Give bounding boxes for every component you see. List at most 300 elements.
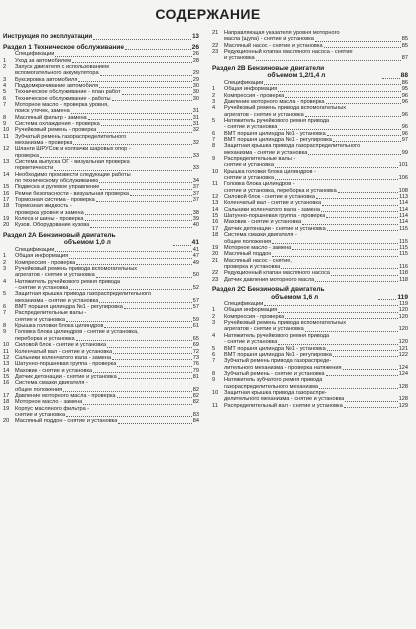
entry-number: 3	[212, 320, 216, 327]
page-number: 96	[401, 98, 408, 105]
dot-leader	[73, 144, 191, 145]
section-heading-continued	[212, 72, 408, 80]
entry-title: Защитная крышка привода газораспре-	[224, 389, 327, 396]
page-number: 124	[398, 364, 408, 371]
page-number: 37	[192, 197, 199, 204]
entry-number: 8	[3, 114, 7, 121]
dot-leader	[264, 84, 400, 85]
entry-title: Система смазки двигателя -	[15, 380, 88, 387]
entry-title: Компрессия - проверка	[224, 92, 285, 99]
dot-leader	[101, 125, 192, 126]
entry-title: Сальники коленчатого вала - замена	[15, 354, 111, 361]
page-number: 33	[192, 165, 199, 172]
page-number: 38	[192, 209, 199, 216]
entry-title: по техническому обслуживанию	[15, 178, 99, 185]
dot-leader	[285, 97, 401, 98]
page-number: 87	[401, 55, 408, 62]
entry-number: 15	[212, 213, 219, 220]
dot-leader	[264, 305, 398, 306]
entry-title: Редукционный клапан масляного насоса	[224, 270, 330, 277]
entry-title: Моторное масло - замена	[15, 399, 83, 406]
entry-number: 4	[3, 82, 7, 89]
dot-leader	[100, 75, 192, 76]
entry-title: Шланги ШРУСов и колпачки шаровых опор -	[15, 146, 131, 153]
entry-number: 1	[3, 57, 7, 64]
dot-leader	[322, 205, 398, 206]
entry-number: 4	[212, 105, 216, 112]
entry-title: Буксировка автомобиля	[15, 76, 78, 83]
page-number: 31	[192, 114, 199, 121]
dot-leader	[327, 230, 398, 231]
dot-leader	[63, 391, 192, 392]
toc-entry	[212, 403, 408, 409]
dot-leader	[278, 312, 397, 313]
entry-title: Общая информация	[224, 307, 278, 314]
entry-title: - снятие и установка	[224, 339, 278, 346]
page-number: 50	[192, 272, 199, 279]
entry-number: 18	[212, 232, 219, 239]
page-number: 34	[192, 178, 199, 185]
dot-leader	[275, 167, 398, 168]
entry-number: 19	[3, 216, 10, 223]
page-number: 120	[398, 339, 408, 346]
dot-leader	[83, 404, 191, 405]
entry-title: Натяжитель ручейкового ремня привода	[224, 117, 330, 124]
page-number: 81	[192, 373, 199, 380]
entry-title: Корпус масляного фильтра -	[15, 405, 90, 412]
entry-title: Натяжитель зубчатого ремня привода	[224, 377, 323, 384]
page-number: 114	[399, 206, 408, 213]
entry-number: 11	[3, 133, 9, 140]
dot-leader	[315, 281, 398, 282]
entry-title: механизма - снятие и установка	[15, 297, 99, 304]
section-heading	[3, 33, 199, 41]
dot-leader	[76, 264, 192, 265]
entry-title: проверка уровня и замена	[15, 209, 84, 216]
page-number: 121	[398, 345, 408, 352]
entry-title: Натяжитель ручейкового ремня привода	[15, 278, 121, 285]
page-number: 114	[399, 219, 408, 226]
page-number: 115	[399, 238, 408, 245]
dot-leader	[285, 318, 397, 319]
entry-title: снятие и установка	[224, 175, 274, 182]
entry-title: Силовой блок - снятие и установка	[15, 342, 107, 349]
entry-title: механизма - снятие и установка	[224, 149, 308, 156]
entry-title: ВМТ поршня цилиндра №1 - установка	[224, 345, 326, 352]
dot-leader	[124, 308, 192, 309]
page-number: 30	[192, 95, 199, 102]
page-number: 52	[192, 285, 199, 292]
page-number: 96	[401, 111, 408, 118]
entry-number: 7	[3, 310, 7, 317]
entry-number: 10	[212, 168, 219, 175]
page-number: 128	[398, 396, 408, 403]
page-number: 85	[401, 36, 408, 43]
page-number: 57	[192, 297, 199, 304]
entry-title: Ручейковый ремень привода вспомогательных	[224, 105, 347, 112]
page-number: 37	[192, 190, 199, 197]
entry-title: Масляный фильтр - замена	[15, 114, 87, 121]
dot-leader	[316, 198, 398, 199]
entry-title: Направляющая указателя уровня моторного	[224, 30, 340, 36]
entry-title: Спецификации	[15, 51, 55, 58]
entry-number: 23	[212, 276, 219, 283]
entry-number: 8	[3, 323, 7, 330]
entry-number: 4	[3, 278, 7, 285]
page-number: 30	[192, 82, 199, 89]
entry-number: 12	[3, 354, 10, 361]
toc-entry	[3, 418, 199, 424]
page-number: 31	[192, 120, 199, 127]
dot-leader	[96, 277, 192, 278]
dot-leader	[321, 211, 398, 212]
page-number: 128	[398, 383, 408, 390]
entry-title: Силовой блок - снятие и установка	[224, 194, 316, 201]
entry-number: 14	[3, 171, 10, 178]
dot-leader	[173, 245, 191, 246]
entry-number: 15	[3, 184, 10, 191]
page-number: 119	[397, 293, 408, 301]
page-number: 32	[192, 127, 199, 134]
entry-number: 2	[212, 313, 216, 320]
entry-number: 12	[212, 194, 219, 201]
entry-title: лительного механизма - проверка натяжения	[224, 364, 342, 371]
dot-leader	[112, 359, 192, 360]
entry-number: 10	[3, 127, 10, 134]
entry-title: вспомогательного аккумулятора	[15, 70, 99, 77]
entry-title: Давление моторного масла - проверка	[15, 392, 116, 399]
entry-title: Поддомкрачивание автомобиля	[15, 82, 99, 89]
entry-title: поиск утечек, замена	[15, 108, 70, 115]
dot-leader	[130, 195, 192, 196]
entry-number: 19	[3, 405, 10, 412]
page-number: 47	[192, 253, 199, 260]
page-number: 30	[192, 89, 199, 96]
entry-title: снятие и установка, переборка и установка	[224, 187, 337, 194]
dot-leader	[99, 87, 192, 88]
entry-title: общее положения	[15, 386, 63, 393]
entry-title: Ремни безопасности - визуальная проверка	[15, 190, 130, 197]
entry-number: 3	[3, 76, 7, 83]
entry-number: 3	[212, 98, 216, 105]
entry-number: 9	[3, 329, 7, 336]
entry-number: 5	[212, 345, 216, 352]
dot-leader	[278, 344, 397, 345]
dot-leader	[99, 182, 191, 183]
page-number: 39	[192, 216, 199, 223]
dot-leader	[343, 369, 398, 370]
dot-leader	[125, 49, 191, 50]
page-number: 31	[192, 108, 199, 115]
dot-leader	[272, 243, 398, 244]
dot-leader	[40, 157, 192, 158]
entry-number: 6	[212, 130, 216, 137]
entry-number: 1	[3, 253, 7, 260]
dot-leader	[112, 100, 192, 101]
entry-title: Зубчатый ремень привода газораспреде-	[224, 358, 332, 365]
entry-number: 5	[3, 89, 7, 96]
page-number: 83	[192, 411, 199, 418]
entry-title: Компрессия - проверка	[224, 313, 285, 320]
entry-title: объемом 1,6 л	[271, 293, 319, 301]
page-number: 82	[192, 399, 199, 406]
section-heading	[212, 65, 408, 73]
entry-number: 10	[212, 389, 219, 396]
entry-title: снятие и установка	[15, 316, 65, 323]
entry-number: 2	[3, 63, 7, 70]
dot-leader	[338, 192, 398, 193]
dot-leader	[326, 217, 398, 218]
page-number: 114	[399, 213, 408, 220]
entry-title: Давление моторного масла - проверка	[224, 98, 325, 105]
toc-left-column	[3, 30, 199, 425]
page-number: 69	[192, 342, 199, 349]
entry-number: 18	[3, 203, 10, 210]
page-number: 13	[192, 33, 199, 40]
dot-leader	[118, 423, 191, 424]
entry-title: снятие и установка	[15, 411, 65, 418]
toc-entry	[212, 277, 408, 283]
page-number: 115	[399, 251, 408, 258]
dot-leader	[333, 141, 401, 142]
entry-title: Раздел 2С Бензиновый двигатель	[212, 285, 325, 293]
dot-leader	[117, 366, 191, 367]
entry-number: 21	[212, 257, 219, 264]
entry-title: объемом 1,2/1,4 л	[267, 72, 326, 80]
page-number: 41	[191, 239, 199, 247]
page-number: 101	[398, 162, 408, 169]
dot-leader	[324, 47, 401, 48]
page-title: СОДЕРЖАНИЕ	[155, 6, 261, 22]
entry-title: Необходимо произвести следующие работы	[15, 171, 131, 178]
entry-title: ВМТ поршня цилиндра №1 - регулировка	[15, 304, 123, 311]
entry-title: Система выпуска ОГ - визуальная проверка	[15, 159, 130, 166]
dot-leader	[333, 356, 398, 357]
entry-number: 7	[3, 101, 7, 108]
page-number: 40	[192, 222, 199, 229]
entry-number: 6	[3, 304, 7, 311]
entry-title: проверка и установка	[224, 263, 281, 270]
entry-number: 10	[3, 342, 10, 349]
page-number: 97	[401, 137, 408, 143]
entry-title: и установка	[224, 55, 255, 62]
entry-number: 23	[212, 49, 219, 56]
page-number: 96	[401, 92, 408, 99]
page-number: 108	[398, 187, 408, 194]
entry-title: герметичности	[15, 165, 54, 172]
entry-title: Головка блока цилиндров -	[224, 181, 295, 188]
page-number: 118	[399, 276, 408, 283]
entry-number: 14	[3, 367, 10, 374]
dot-leader	[85, 214, 192, 215]
entry-title: Датчик детонации - снятие и установка	[224, 225, 326, 232]
dot-leader	[113, 353, 192, 354]
dot-leader	[107, 347, 192, 348]
entry-title: Тормозная система - проверка	[15, 197, 95, 204]
entry-title: общее положения	[224, 238, 272, 245]
dot-leader	[327, 350, 398, 351]
entry-number: 5	[3, 291, 7, 298]
page-number: 124	[398, 370, 408, 377]
entry-title: агрегатов - снятие и установка	[224, 326, 304, 333]
dot-leader	[327, 135, 401, 136]
dot-leader	[100, 189, 191, 190]
dot-leader	[66, 416, 192, 417]
dot-leader	[278, 129, 400, 130]
dot-leader	[319, 388, 398, 389]
page-number: 76	[192, 361, 199, 368]
entry-title: Раздел 2В Бензиновые двигатели	[212, 64, 325, 72]
page-number: 72	[192, 348, 199, 355]
entry-title: Кузов. Оборудование кузова	[15, 222, 90, 229]
entry-title: Коленчатый вал - снятие и установка	[15, 348, 113, 355]
entry-number: 9	[212, 377, 216, 384]
entry-number: 1	[212, 86, 216, 93]
dot-leader	[378, 299, 396, 300]
page-number: 79	[192, 367, 199, 374]
entry-number: 19	[212, 244, 219, 251]
entry-title: Моторное масло - проверка уровня,	[15, 101, 109, 108]
entry-number: 18	[3, 399, 10, 406]
entry-title: Система охлаждения - проверка	[15, 120, 100, 127]
page-number: 129	[398, 402, 408, 409]
page-number: 29	[192, 70, 199, 77]
entry-number: 11	[212, 181, 218, 188]
entry-title: Колеса и шины - проверка	[15, 216, 84, 223]
page-number: 37	[192, 184, 199, 191]
entry-title: Спецификации	[224, 79, 264, 86]
page-number: 57	[192, 304, 199, 311]
entry-title: механизма - проверка	[15, 140, 73, 146]
entry-number: 8	[212, 143, 216, 150]
dot-leader	[69, 289, 191, 290]
page-number: 33	[192, 152, 199, 159]
page-number: 120	[398, 326, 408, 333]
entry-title: Моторное масло - замена	[224, 244, 292, 251]
page-number: 113	[399, 194, 408, 201]
dot-leader	[66, 321, 192, 322]
entry-number: 6	[212, 351, 216, 358]
dot-leader	[96, 201, 192, 202]
entry-title: Защитная крышка привода газораспределительного	[224, 143, 361, 150]
entry-title: Уход за автомобилем	[15, 57, 72, 64]
page-number: 65	[192, 335, 199, 342]
dot-leader	[292, 249, 398, 250]
entry-number: 13	[3, 159, 10, 166]
dot-leader	[275, 179, 398, 180]
page-number: 73	[192, 354, 199, 361]
entry-title: Техническое обслуживание - работы	[15, 95, 111, 102]
dot-leader	[344, 407, 398, 408]
entry-number: 12	[3, 146, 10, 153]
entry-title: Ручейковый ремень привода вспомогательных	[15, 266, 138, 273]
dot-leader	[88, 119, 192, 120]
dot-leader	[281, 268, 398, 269]
entry-title: Масляный насос - снятие и установка	[224, 42, 323, 49]
dot-leader	[122, 94, 192, 95]
entry-title: ВМТ поршня цилиндра №1 - установка	[224, 130, 326, 137]
entry-title: Распределительные валы -	[224, 156, 296, 163]
dot-leader	[305, 331, 398, 332]
page-number: 99	[401, 149, 408, 156]
dot-leader	[302, 224, 398, 225]
entry-title: - снятие и установка	[15, 285, 69, 292]
dot-leader	[272, 256, 398, 257]
dot-leader	[78, 81, 191, 82]
page-number: 32	[192, 140, 199, 146]
section-heading-continued	[3, 239, 199, 247]
entry-title: Подвеска и рулевое управление	[15, 184, 100, 191]
page-number: 28	[192, 57, 199, 64]
entry-title: газораспределительного механизма	[224, 383, 319, 390]
entry-title: делительного механизма - снятие и установка	[224, 396, 345, 403]
entry-title: объемом 1,0 л	[63, 239, 111, 247]
page-number: 95	[401, 86, 408, 93]
entry-number: 22	[212, 42, 219, 49]
entry-number: 21	[212, 30, 219, 36]
entry-title: переборка и установка	[15, 335, 75, 342]
entry-title: Датчик давления моторного масла	[224, 276, 315, 283]
entry-number: 16	[3, 190, 10, 197]
page-number: 119	[399, 301, 408, 308]
dot-leader	[85, 220, 192, 221]
entry-title: Компрессия - проверка	[15, 259, 76, 266]
dot-leader	[345, 401, 397, 402]
entry-title: Сальники коленчатого вала - замена	[224, 206, 320, 213]
dot-leader	[382, 78, 400, 79]
entry-title: Инструкция по эксплуатации	[3, 33, 93, 40]
dot-leader	[331, 275, 398, 276]
entry-number: 1	[212, 307, 216, 314]
dot-leader	[69, 258, 192, 259]
page-number: 120	[398, 307, 408, 314]
entry-number: 11	[3, 348, 9, 355]
toc-entry	[3, 222, 199, 228]
page-number: 61	[192, 323, 199, 330]
entry-number: 5	[212, 117, 216, 124]
dot-leader	[118, 378, 192, 379]
dot-leader	[104, 327, 191, 328]
dot-leader	[256, 60, 401, 61]
entry-number: 6	[3, 95, 7, 102]
page-number: 59	[192, 316, 199, 323]
entry-title: Коленчатый вал - снятие и установка	[224, 200, 322, 207]
entry-title: Зубчатый ремень - снятие и установка	[224, 370, 325, 377]
entry-number: 20	[212, 251, 219, 258]
page-number: 106	[398, 175, 408, 182]
entry-title: Зубчатый ремень газораспределительного	[15, 133, 127, 140]
dot-leader	[55, 56, 191, 57]
dot-leader	[117, 397, 192, 398]
entry-number: 7	[212, 137, 216, 143]
entry-number: 22	[212, 270, 219, 277]
entry-title: Крышка головки блока цилиндров	[15, 323, 104, 330]
dot-leader	[72, 62, 192, 63]
page-number: 116	[399, 263, 408, 270]
entry-number: 13	[212, 200, 219, 207]
entry-number: 13	[3, 361, 10, 368]
entry-number: 7	[212, 358, 216, 365]
entry-title: Масляный поддон	[224, 251, 272, 258]
entry-title: Система смазки двигателя -	[224, 232, 297, 239]
page-number: 118	[399, 270, 408, 277]
page-number: 115	[399, 244, 408, 251]
entry-title: Маховик - снятие и установка	[224, 219, 302, 226]
entry-title: Спецификации	[224, 301, 264, 308]
page-number: 96	[401, 130, 408, 137]
section-heading-continued	[212, 294, 408, 302]
entry-title: Маховик - снятие и установка	[15, 367, 93, 374]
